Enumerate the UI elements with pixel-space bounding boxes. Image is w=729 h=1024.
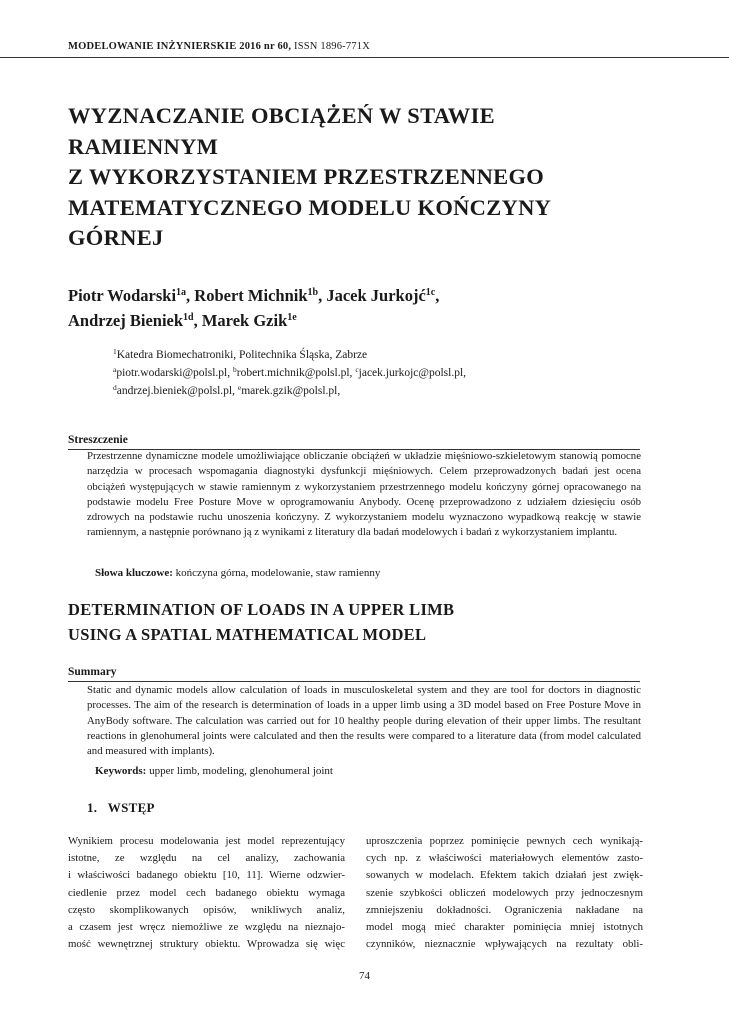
section-number: 1. bbox=[87, 800, 98, 815]
author-sup: 1e bbox=[287, 312, 297, 323]
keywords-pl bbox=[95, 567, 380, 579]
email-link[interactable]: piotr.wodarski@polsl.pl, bbox=[116, 367, 231, 379]
email-line: $^a$piotr.wodarski@polsl.pl, $^b$robert.michnik@polsl.pl, $^c$jacek.jurkojc@polsl.pl, bbox=[113, 365, 467, 379]
section-title: WSTĘP bbox=[107, 800, 155, 815]
abstract-en-text: Static and dynamic models allow calculation of loads in musculoskeletal system and they are tool for doctors in diagnostic processes. The aim of the research is determination of loads in a upper limb using a 3D model based on Free Posture Move in AnyBody software. The calculation was carried out for 10 healthy people during elevation of their upper limbs. The resultant reactions in glenohumeral joints were calculated and then the results were compared to a literature data (from model calculated and measured with implants). bbox=[87, 684, 641, 758]
running-header bbox=[68, 41, 370, 52]
body-column-right bbox=[366, 833, 643, 953]
title-line: WYZNACZANIE OBCIĄŻEŃ W STAWIE bbox=[68, 103, 495, 128]
paper-title-pl bbox=[68, 101, 668, 254]
author-name: Piotr Wodarski bbox=[68, 286, 177, 305]
keywords-en bbox=[95, 765, 333, 777]
author-name: Marek Gzik bbox=[201, 311, 288, 330]
author-sup: 1a bbox=[176, 287, 187, 298]
text-line: i właściwości badanego obiektu [10, 11]. Wierne odzwier- bbox=[68, 869, 345, 882]
keywords-label: Słowa kluczowe: bbox=[95, 567, 173, 579]
title-line: DETERMINATION OF LOADS IN A UPPER LIMB bbox=[68, 600, 455, 619]
paper-title-en bbox=[68, 597, 454, 647]
text-line: sowanych w modelach. Efektem takich działań jest zwięk- bbox=[366, 869, 643, 882]
abstract-pl-text: Przestrzenne dynamiczne modele umożliwiające obliczanie obciążeń w układzie mięśniowo-szkieletowym stanowią pomocne narzędzia w procesach wspomagania diagnostyki dysfunkcji mięśniowych. Celem przeprowadzonych badań jest ocena obciążeń występujących w stawie ramiennym z wykorzystaniem przestrzennego modelu kończyny górnej opracowanego na podstawie modelu Free Posture Move w oprogramowaniu Anybody. Ocenę przeprowadzono z udziałem dziesięciu osób zdrowych na podstawie ruchu unoszenia kończyny. Z wykorzystaniem modelu wyznaczono wypadkową reakcję w stawie ramiennym, a następnie porównano ją z wynikami z literatury dla badań modelowych i badań z wykorzystaniem implantu. bbox=[87, 450, 641, 539]
email-link[interactable]: robert.michnik@polsl.pl, bbox=[236, 367, 353, 379]
text-line: czynników, nieznacznie wpływających na rezultaty obli- bbox=[366, 938, 643, 951]
page-number: 74 bbox=[359, 970, 370, 982]
text-line: Wynikiem procesu modelowania jest model reprezentujący bbox=[68, 835, 345, 847]
header-rule bbox=[0, 57, 729, 58]
abstract-en-heading: Summary bbox=[68, 666, 117, 678]
text-line: często skomplikowanych opisów, wnikliwych analiz, bbox=[68, 903, 345, 916]
text-line: model mogą mieć charakter pominięcia mniej istotnych bbox=[366, 921, 643, 934]
abstract-en-rule bbox=[68, 681, 640, 682]
author-sup: 1d bbox=[183, 312, 194, 323]
text-line: szenie szybkości obliczeń modelowych przy jednoczesnym bbox=[366, 886, 643, 899]
text-line: cych np. z właściwości materiałowych elementów zasto- bbox=[366, 852, 643, 865]
keywords-value: kończyna górna, modelowanie, staw ramienny bbox=[175, 567, 381, 579]
author-name: Robert Michnik bbox=[194, 286, 308, 305]
text-line: ciedlenie przez model cech badanego obiektu wymaga bbox=[68, 886, 345, 899]
keywords-label: Keywords: bbox=[95, 765, 147, 777]
author-sup: 1c bbox=[425, 287, 436, 298]
title-line: MATEMATYCZNEGO MODELU KOŃCZYNY bbox=[68, 194, 552, 220]
title-line: RAMIENNYM bbox=[68, 133, 219, 159]
keywords-value: upper limb, modeling, glenohumeral joint bbox=[149, 765, 333, 777]
email-line: $^d$andrzej.bieniek@polsl.pl, $^e$marek.gzik@polsl.pl, bbox=[113, 383, 341, 397]
affiliation-line: $^1$Katedra Biomechatroniki, Politechnika Śląska, Zabrze bbox=[113, 347, 368, 361]
author-name: Andrzej Bieniek bbox=[68, 311, 184, 330]
issn: ISSN 1896-771X bbox=[294, 41, 371, 52]
email-link[interactable]: jacek.jurkojc@polsl.pl, bbox=[358, 367, 467, 379]
author-name: Jacek Jurkojć bbox=[326, 286, 426, 305]
title-line: GÓRNEJ bbox=[68, 225, 164, 250]
email-link[interactable]: andrzej.bieniek@polsl.pl, bbox=[116, 385, 235, 397]
body-column-left bbox=[68, 833, 345, 953]
text-line: istotne, ze względu na cel analizy, zachowania bbox=[68, 852, 345, 865]
title-line: USING A SPATIAL MATHEMATICAL MODEL bbox=[68, 625, 427, 644]
text-line: a czasem jest wręcz niemożliwe ze względu na nieznajo- bbox=[68, 921, 345, 934]
author-sup: 1b bbox=[307, 287, 319, 298]
affiliations bbox=[113, 346, 466, 400]
text-line: mość wewnętrznej struktury obiektu. Wprowadza się więc bbox=[68, 938, 345, 951]
journal-name: MODELOWANIE INŻYNIERSKIE 2016 nr 60, bbox=[68, 41, 292, 52]
section-heading bbox=[87, 800, 155, 816]
text-line: zmniejszeniu dokładności. Ograniczenia nakładane na bbox=[366, 903, 643, 916]
text-line: uproszczenia poprzez pominięcie pewnych cech wynikają- bbox=[366, 835, 643, 847]
email-link[interactable]: marek.gzik@polsl.pl, bbox=[241, 385, 341, 397]
author-list: Piotr Wodarski$^{1a}$, Robert Michnik$^{1b}$, Jacek Jurkojć$^{1c}$, Andrzej Bieniek$^{1d}$, Marek Gzik$^{1e}$ bbox=[68, 286, 440, 330]
title-line: Z WYKORZYSTANIEM PRZESTRZENNEGO bbox=[68, 164, 545, 189]
abstract-pl-heading: Streszczenie bbox=[68, 434, 128, 446]
